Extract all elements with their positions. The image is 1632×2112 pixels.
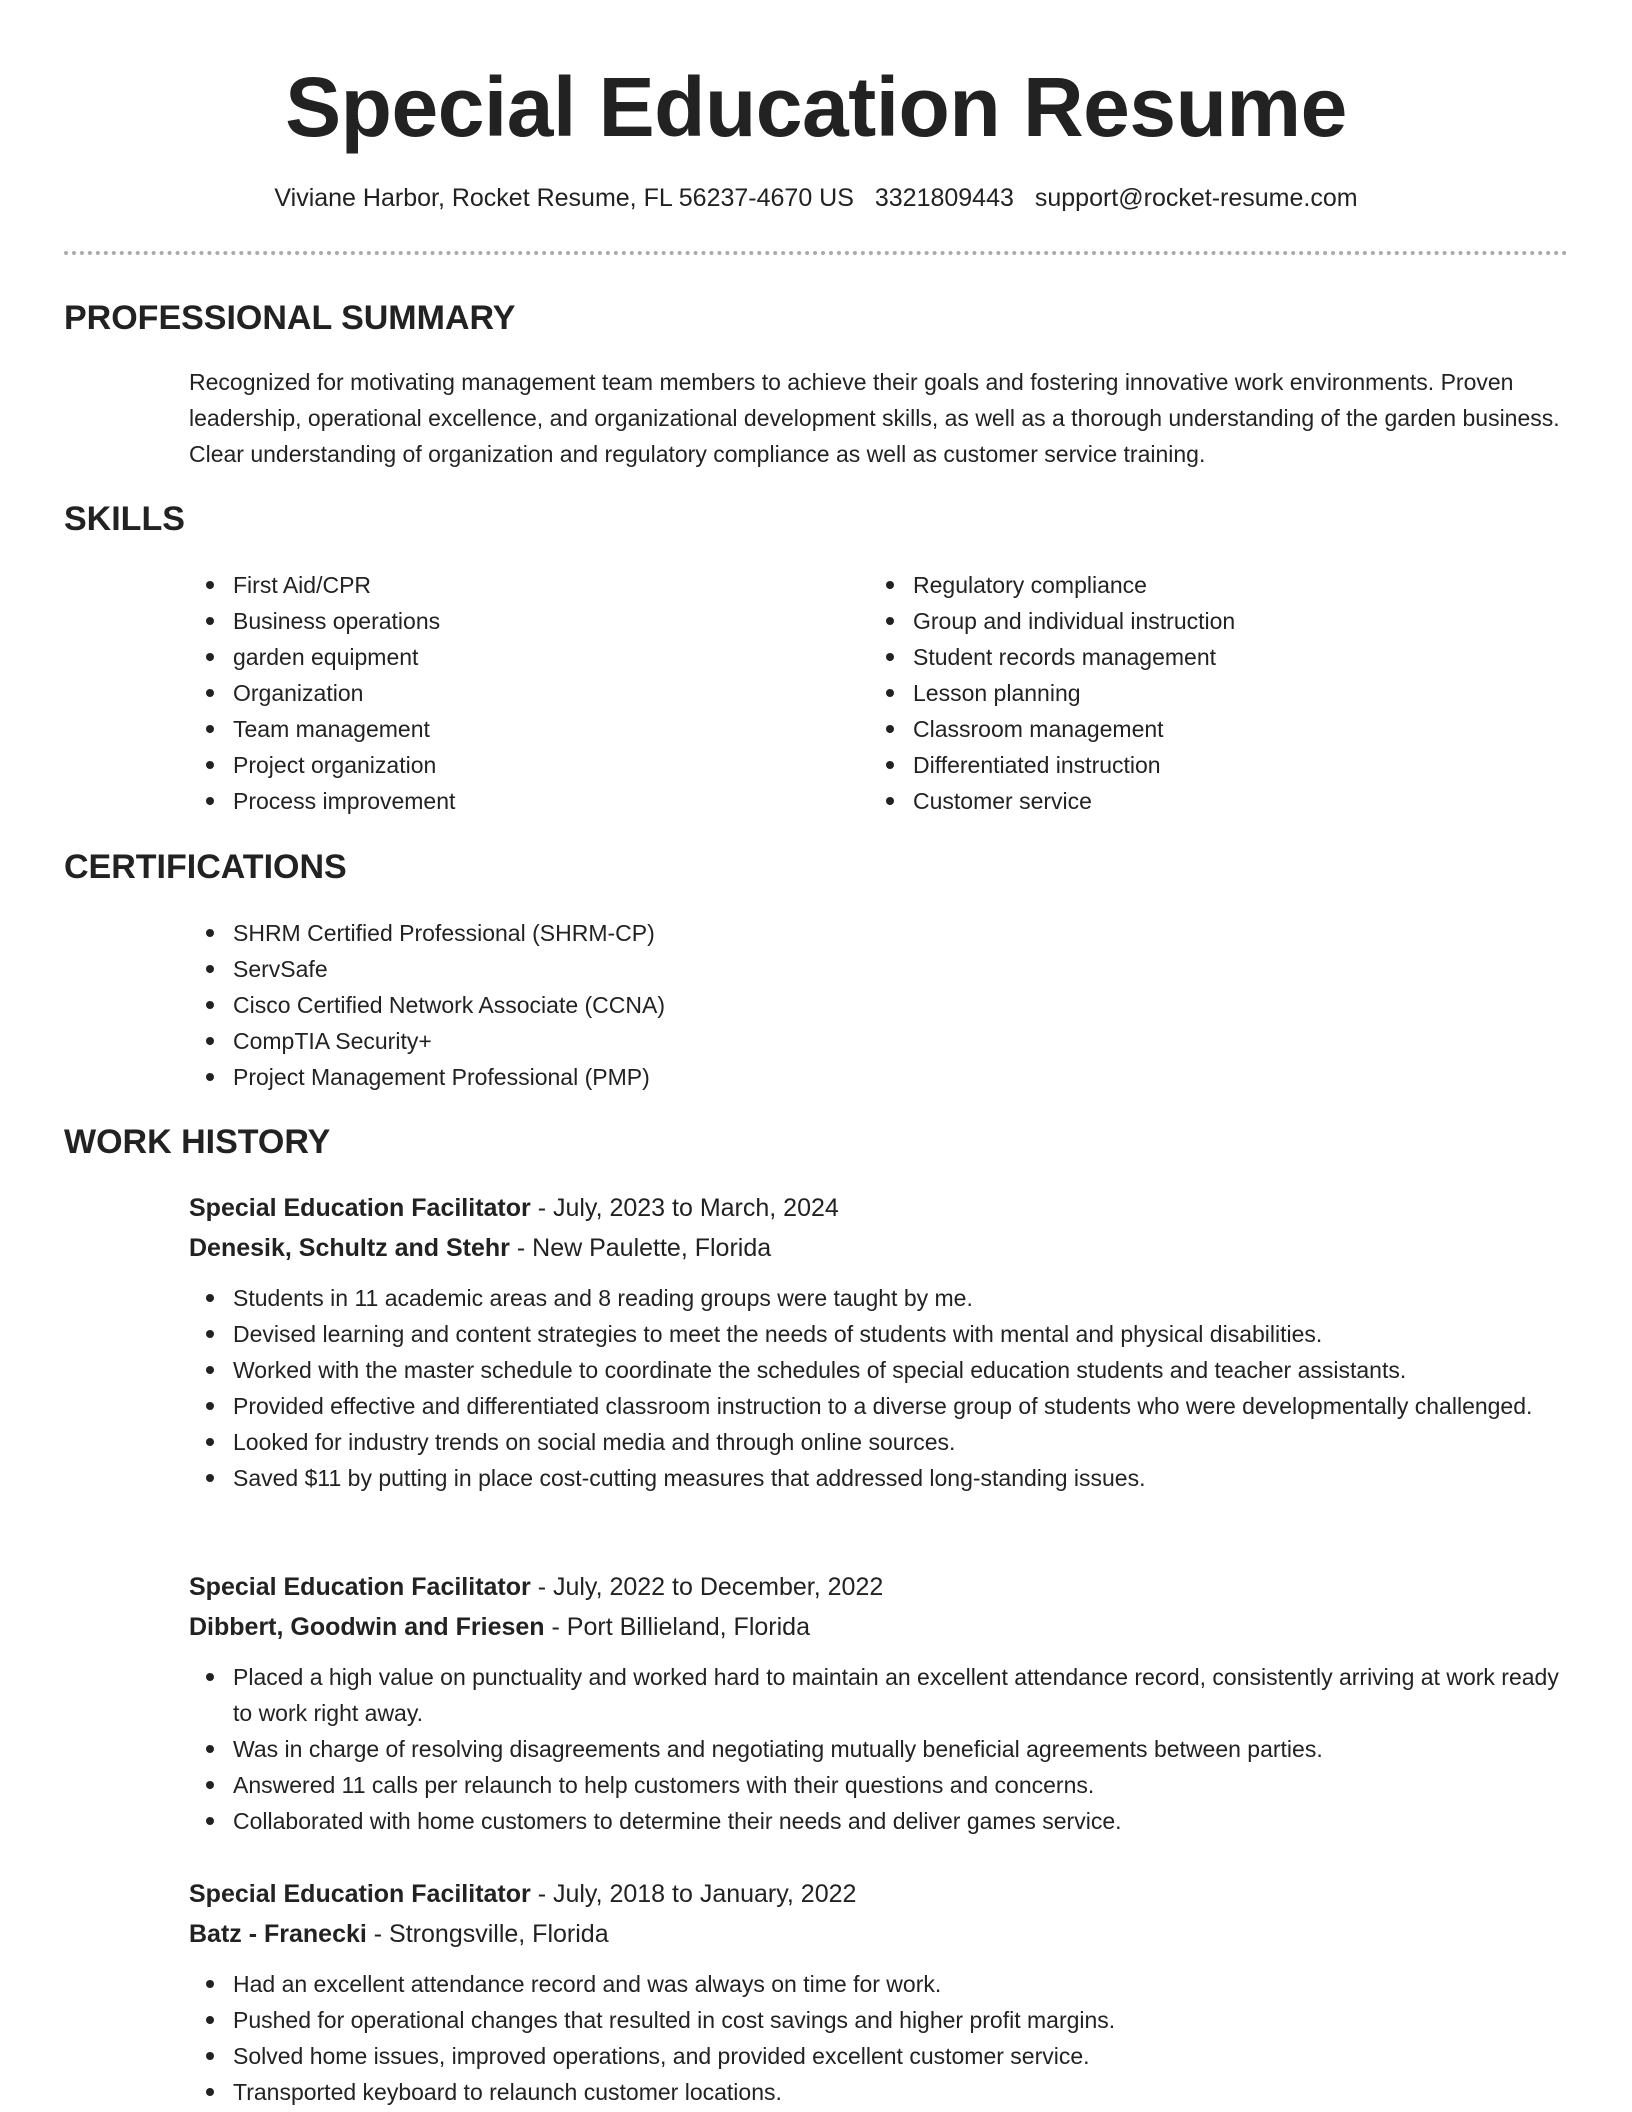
job-duty: Looked for industry trends on social media and through online sources. xyxy=(0,1424,1569,1460)
page-title: Special Education Resume xyxy=(285,60,1347,154)
contact-address: Viviane Harbor, Rocket Resume, FL 56237-4670 US xyxy=(274,184,854,212)
job-entry xyxy=(189,1874,1569,2110)
job-title-line xyxy=(189,1188,1569,1228)
certification-item: CompTIA Security+ xyxy=(189,1023,1089,1059)
skills-list-right xyxy=(869,567,1489,819)
job-dates: - July, 2022 to December, 2022 xyxy=(530,1573,884,1601)
job-location: - Port Billieland, Florida xyxy=(544,1613,810,1641)
job-duty: Devised learning and content strategies to meet the needs of students with mental and physical disabilities. xyxy=(0,1316,1569,1352)
job-duty: Students in 11 academic areas and 8 reading groups were taught by me. xyxy=(0,1280,1569,1316)
job-duty: Placed a high value on punctuality and worked hard to maintain an excellent attendance record, consistently arriving at work ready to work right away. xyxy=(0,1659,1569,1731)
skill-item: Differentiated instruction xyxy=(869,747,1489,783)
job-duties-list xyxy=(189,1280,1569,1496)
job-duty: Was in charge of resolving disagreements and negotiating mutually beneficial agreements between parties. xyxy=(0,1731,1569,1767)
job-duty: Transported keyboard to relaunch customer locations. xyxy=(0,2074,1569,2110)
job-location: - Strongsville, Florida xyxy=(366,1920,609,1948)
skills-list-left xyxy=(189,567,809,819)
job-dates: - July, 2018 to January, 2022 xyxy=(530,1880,857,1908)
job-duty: Pushed for operational changes that resulted in cost savings and higher profit margins. xyxy=(0,2002,1569,2038)
job-duty: Provided effective and differentiated classroom instruction to a diverse group of students who were developmentally challenged. xyxy=(0,1388,1569,1424)
skill-item: Process improvement xyxy=(189,783,809,819)
summary-heading: PROFESSIONAL SUMMARY xyxy=(64,299,516,337)
job-company: Dibbert, Goodwin and Friesen xyxy=(189,1613,545,1641)
job-company-line xyxy=(189,1607,1569,1647)
job-company: Denesik, Schultz and Stehr xyxy=(189,1234,510,1262)
job-company-line xyxy=(189,1228,1569,1268)
job-duty: Saved $11 by putting in place cost-cutting measures that addressed long-standing issues. xyxy=(0,1460,1569,1496)
certification-item: Project Management Professional (PMP) xyxy=(189,1059,1089,1095)
skill-item: Group and individual instruction xyxy=(869,603,1489,639)
work-history-heading: WORK HISTORY xyxy=(64,1123,331,1161)
skill-item: Lesson planning xyxy=(869,675,1489,711)
contact-phone: 3321809443 xyxy=(874,184,1014,212)
skill-item: garden equipment xyxy=(189,639,809,675)
certification-item: ServSafe xyxy=(189,951,1089,987)
certifications-heading: CERTIFICATIONS xyxy=(64,848,347,886)
job-duty: Worked with the master schedule to coordinate the schedules of special education students and teacher assistants. xyxy=(0,1352,1569,1388)
skill-item: Organization xyxy=(189,675,809,711)
job-title-line xyxy=(189,1874,1569,1914)
job-duty: Solved home issues, improved operations, and provided excellent customer service. xyxy=(0,2038,1569,2074)
job-title: Special Education Facilitator xyxy=(189,1573,531,1601)
contact-line xyxy=(0,180,1632,216)
job-title: Special Education Facilitator xyxy=(189,1880,531,1908)
skill-item: Classroom management xyxy=(869,711,1489,747)
summary-text: Recognized for motivating management team members to achieve their goals and fostering innovative work environments. Proven leadership, operational excellence, and organizational development skills, as well as a thorough understanding of the garden business. Clear understanding of organization and regulatory compliance as well as customer service training. xyxy=(189,369,1560,467)
certification-item: SHRM Certified Professional (SHRM-CP) xyxy=(189,915,1089,951)
certification-item: Cisco Certified Network Associate (CCNA) xyxy=(189,987,1089,1023)
skill-item: Student records management xyxy=(869,639,1489,675)
skill-item: Regulatory compliance xyxy=(869,567,1489,603)
skill-item: Team management xyxy=(189,711,809,747)
certifications-list xyxy=(189,915,1089,1095)
job-company: Batz - Franecki xyxy=(189,1920,367,1948)
job-dates: - July, 2023 to March, 2024 xyxy=(530,1194,839,1222)
skill-item: Business operations xyxy=(189,603,809,639)
skills-heading: SKILLS xyxy=(64,500,185,538)
job-duty: Answered 11 calls per relaunch to help customers with their questions and concerns. xyxy=(0,1767,1569,1803)
job-entry xyxy=(189,1188,1569,1496)
header-divider xyxy=(64,251,1568,255)
job-location: - New Paulette, Florida xyxy=(509,1234,772,1262)
job-title: Special Education Facilitator xyxy=(189,1194,531,1222)
job-entry xyxy=(189,1567,1569,1839)
skill-item: First Aid/CPR xyxy=(189,567,809,603)
skill-item: Customer service xyxy=(869,783,1489,819)
job-duties-list xyxy=(189,1966,1569,2110)
job-duties-list xyxy=(189,1659,1569,1839)
skill-item: Project organization xyxy=(189,747,809,783)
contact-email: support@rocket-resume.com xyxy=(1034,184,1358,212)
job-company-line xyxy=(189,1914,1569,1954)
job-duty: Collaborated with home customers to determine their needs and deliver games service. xyxy=(0,1803,1569,1839)
job-title-line xyxy=(189,1567,1569,1607)
job-duty: Had an excellent attendance record and was always on time for work. xyxy=(0,1966,1569,2002)
